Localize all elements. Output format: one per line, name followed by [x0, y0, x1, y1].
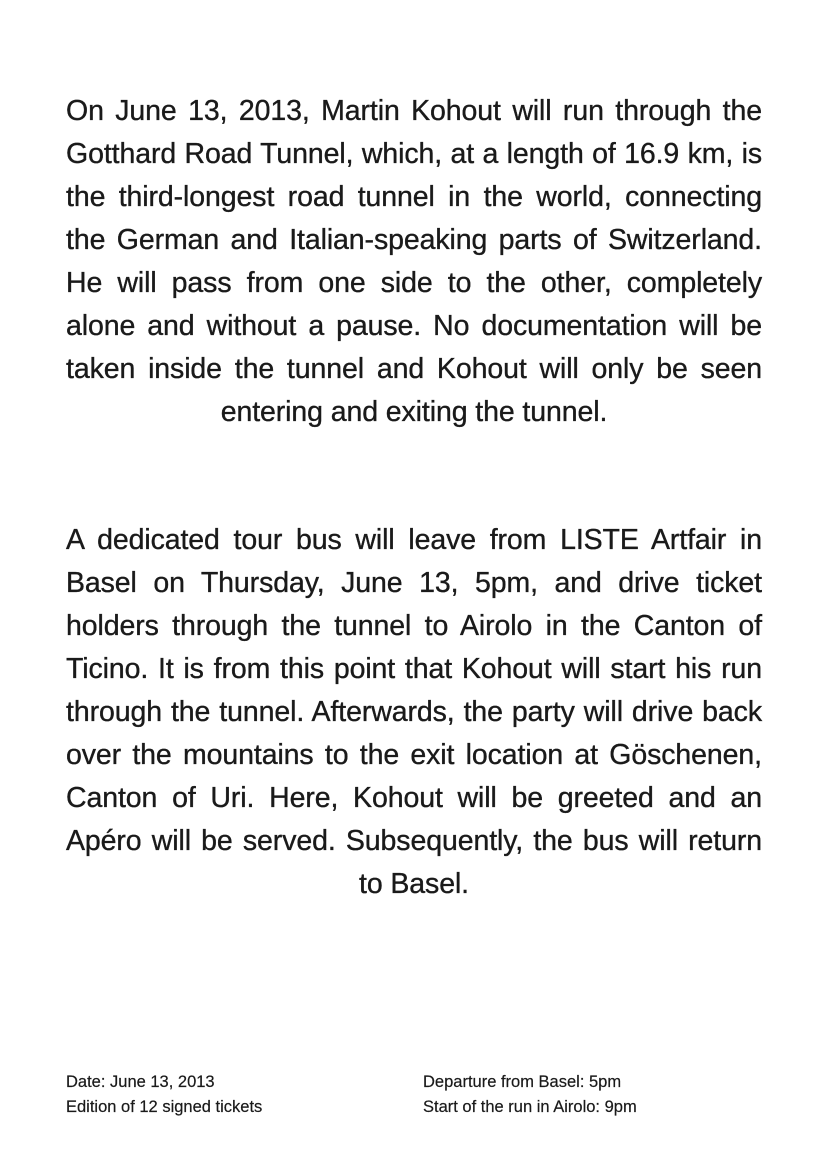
edition-line: Edition of 12 signed tickets	[66, 1098, 263, 1116]
footer-left-column	[66, 1070, 262, 1120]
date-line: Date: June 13, 2013	[66, 1073, 215, 1091]
run-start-line: Start of the run in Airolo: 9pm	[423, 1098, 637, 1116]
paragraph-bus-tour: A dedicated tour bus will leave from LISTE Artfair in Basel on Thursday, June 13, 5pm, and drive ticket holders through the tunnel to Airolo in the Canton of Ticino. It is from this point that Kohout will start his run through the tunnel. Afterwards, the party will drive back over the mountains to the exit location at Göschenen, Canton of Uri. Here, Kohout will be greeted and an Apéro will be served. Subsequently, the bus will return to Basel.	[66, 524, 762, 900]
departure-line: Departure from Basel: 5pm	[423, 1073, 622, 1091]
footer-right-column	[423, 1070, 637, 1120]
paragraph-run-announcement: On June 13, 2013, Martin Kohout will run through the Gotthard Road Tunnel, which, at a length of 16.9 km, is the third-longest road tunnel in the world, connecting the German and Italian-speaking parts of Switzerland. He will pass from one side to the other, completely alone and without a pause. No documentation will be taken inside the tunnel and Kohout will only be seen entering and exiting the tunnel.	[66, 95, 762, 428]
